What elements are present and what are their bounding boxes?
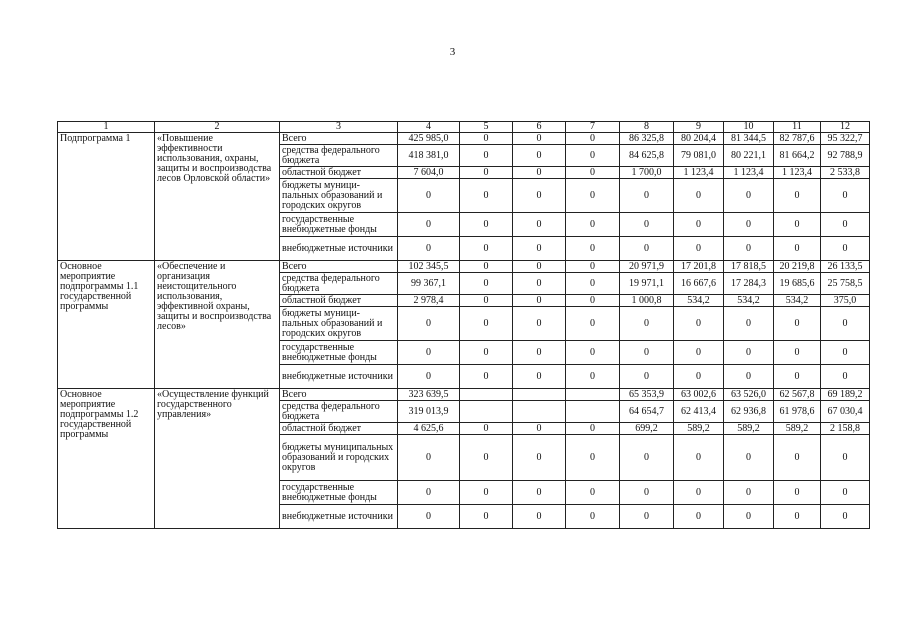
total-amount-cell: 323 639,5 [398, 389, 460, 401]
amount-cell: 0 [674, 365, 724, 389]
amount-cell [566, 389, 620, 401]
amount-cell: 0 [774, 307, 821, 341]
amount-cell: 0 [724, 341, 774, 365]
program-name-cell: Основное мероприятие подпрограммы 1.1 государственной программы [58, 261, 155, 389]
table-row [58, 261, 870, 273]
amount-cell: 1 123,4 [724, 167, 774, 179]
amount-cell: 0 [620, 505, 674, 529]
total-amount-cell: 425 985,0 [398, 133, 460, 145]
amount-cell: 65 353,9 [620, 389, 674, 401]
amount-cell: 0 [460, 261, 513, 273]
amount-cell: 0 [674, 435, 724, 481]
total-amount-cell: 4 625,6 [398, 423, 460, 435]
amount-cell [566, 401, 620, 423]
amount-cell: 0 [724, 237, 774, 261]
amount-cell: 0 [821, 341, 870, 365]
page-number: 3 [449, 46, 456, 58]
amount-cell: 62 936,8 [724, 401, 774, 423]
amount-cell: 69 189,2 [821, 389, 870, 401]
amount-cell: 0 [566, 423, 620, 435]
amount-cell: 67 030,4 [821, 401, 870, 423]
amount-cell: 0 [513, 145, 566, 167]
amount-cell: 0 [460, 133, 513, 145]
funding-source-cell: внебюджетные источники [280, 237, 398, 261]
funding-source-cell: внебюджетные источники [280, 365, 398, 389]
total-amount-cell: 102 345,5 [398, 261, 460, 273]
amount-cell: 534,2 [724, 295, 774, 307]
amount-cell: 0 [460, 435, 513, 481]
budget-table [57, 121, 870, 529]
table-row [58, 133, 870, 145]
amount-cell: 0 [460, 179, 513, 213]
amount-cell: 0 [620, 307, 674, 341]
amount-cell: 1 000,8 [620, 295, 674, 307]
amount-cell: 17 284,3 [724, 273, 774, 295]
amount-cell: 0 [566, 179, 620, 213]
amount-cell: 534,2 [674, 295, 724, 307]
funding-source-cell: государственные внебюджетные фонды [280, 341, 398, 365]
amount-cell: 0 [821, 307, 870, 341]
amount-cell: 81 664,2 [774, 145, 821, 167]
amount-cell: 0 [774, 505, 821, 529]
amount-cell: 0 [460, 145, 513, 167]
funding-source-cell: Всего [280, 261, 398, 273]
amount-cell: 0 [460, 423, 513, 435]
amount-cell: 0 [460, 307, 513, 341]
amount-cell: 0 [674, 213, 724, 237]
amount-cell: 86 325,8 [620, 133, 674, 145]
amount-cell: 0 [460, 237, 513, 261]
amount-cell: 0 [566, 145, 620, 167]
amount-cell [513, 389, 566, 401]
program-description-cell: «Обеспечение и организация неистощительного использования, эффективной охраны, защиты и воспроизводства лесов» [155, 261, 280, 389]
total-amount-cell: 0 [398, 213, 460, 237]
column-header: 8 [620, 122, 674, 133]
amount-cell: 16 667,6 [674, 273, 724, 295]
amount-cell: 0 [821, 179, 870, 213]
total-amount-cell: 0 [398, 307, 460, 341]
amount-cell: 20 219,8 [774, 261, 821, 273]
column-header: 11 [774, 122, 821, 133]
amount-cell: 0 [513, 423, 566, 435]
amount-cell: 0 [566, 273, 620, 295]
amount-cell: 0 [724, 307, 774, 341]
amount-cell: 0 [674, 179, 724, 213]
amount-cell: 17 818,5 [724, 261, 774, 273]
column-header: 4 [398, 122, 460, 133]
amount-cell: 0 [513, 167, 566, 179]
amount-cell: 0 [620, 237, 674, 261]
funding-source-cell: государственные внебюджетные фонды [280, 481, 398, 505]
amount-cell: 26 133,5 [821, 261, 870, 273]
amount-cell: 0 [566, 505, 620, 529]
amount-cell: 0 [674, 341, 724, 365]
total-amount-cell: 0 [398, 341, 460, 365]
amount-cell: 0 [566, 435, 620, 481]
column-header-row [58, 122, 870, 133]
amount-cell: 0 [821, 481, 870, 505]
amount-cell: 0 [821, 365, 870, 389]
amount-cell: 2 533,8 [821, 167, 870, 179]
amount-cell: 0 [821, 435, 870, 481]
funding-source-cell: Всего [280, 389, 398, 401]
amount-cell: 0 [774, 213, 821, 237]
funding-source-cell: Всего [280, 133, 398, 145]
program-description-cell: «Осуществление функций государственного управления» [155, 389, 280, 529]
amount-cell: 0 [566, 365, 620, 389]
funding-source-cell: бюджеты муници-пальных образований и городских округов [280, 307, 398, 341]
amount-cell: 0 [674, 237, 724, 261]
total-amount-cell: 99 367,1 [398, 273, 460, 295]
amount-cell: 61 978,6 [774, 401, 821, 423]
total-amount-cell: 7 604,0 [398, 167, 460, 179]
amount-cell: 0 [513, 213, 566, 237]
amount-cell: 2 158,8 [821, 423, 870, 435]
amount-cell: 0 [460, 505, 513, 529]
amount-cell: 0 [566, 133, 620, 145]
amount-cell: 0 [513, 133, 566, 145]
amount-cell [513, 401, 566, 423]
amount-cell: 375,0 [821, 295, 870, 307]
amount-cell: 0 [513, 273, 566, 295]
amount-cell: 0 [460, 341, 513, 365]
amount-cell: 19 971,1 [620, 273, 674, 295]
funding-source-cell: бюджеты муниципальных образований и городских округов [280, 435, 398, 481]
amount-cell: 80 204,4 [674, 133, 724, 145]
amount-cell: 0 [566, 341, 620, 365]
column-header: 10 [724, 122, 774, 133]
amount-cell [460, 389, 513, 401]
amount-cell: 0 [821, 213, 870, 237]
amount-cell: 0 [774, 341, 821, 365]
amount-cell: 589,2 [774, 423, 821, 435]
amount-cell: 0 [620, 213, 674, 237]
total-amount-cell: 0 [398, 365, 460, 389]
amount-cell: 0 [566, 167, 620, 179]
amount-cell: 0 [774, 435, 821, 481]
amount-cell: 0 [513, 481, 566, 505]
amount-cell: 62 413,4 [674, 401, 724, 423]
funding-source-cell: областной бюджет [280, 167, 398, 179]
funding-source-cell: областной бюджет [280, 295, 398, 307]
column-header: 12 [821, 122, 870, 133]
amount-cell: 81 344,5 [724, 133, 774, 145]
amount-cell: 534,2 [774, 295, 821, 307]
amount-cell: 0 [513, 365, 566, 389]
amount-cell: 0 [460, 295, 513, 307]
amount-cell: 0 [620, 179, 674, 213]
amount-cell: 0 [821, 237, 870, 261]
amount-cell: 1 123,4 [674, 167, 724, 179]
amount-cell: 63 526,0 [724, 389, 774, 401]
amount-cell: 17 201,8 [674, 261, 724, 273]
program-description-cell: «Повышение эффективности использования, охраны, защиты и воспроизводства лесов Орловской области» [155, 133, 280, 261]
amount-cell: 63 002,6 [674, 389, 724, 401]
column-header: 1 [58, 122, 155, 133]
amount-cell: 0 [774, 237, 821, 261]
amount-cell: 92 788,9 [821, 145, 870, 167]
funding-source-cell: бюджеты муници-пальных образований и городских округов [280, 179, 398, 213]
column-header: 2 [155, 122, 280, 133]
amount-cell: 0 [513, 237, 566, 261]
amount-cell: 0 [566, 307, 620, 341]
amount-cell: 62 567,8 [774, 389, 821, 401]
amount-cell: 0 [513, 295, 566, 307]
amount-cell: 1 700,0 [620, 167, 674, 179]
total-amount-cell: 0 [398, 505, 460, 529]
total-amount-cell: 0 [398, 237, 460, 261]
amount-cell: 0 [724, 481, 774, 505]
column-header: 7 [566, 122, 620, 133]
amount-cell: 0 [724, 505, 774, 529]
amount-cell: 0 [566, 261, 620, 273]
amount-cell: 589,2 [724, 423, 774, 435]
funding-source-cell: областной бюджет [280, 423, 398, 435]
amount-cell: 19 685,6 [774, 273, 821, 295]
funding-source-cell: государственные внебюджетные фонды [280, 213, 398, 237]
amount-cell: 0 [674, 307, 724, 341]
amount-cell: 0 [513, 261, 566, 273]
amount-cell: 0 [566, 237, 620, 261]
amount-cell: 0 [513, 341, 566, 365]
column-header: 6 [513, 122, 566, 133]
amount-cell: 0 [821, 505, 870, 529]
amount-cell: 0 [620, 365, 674, 389]
amount-cell: 0 [620, 341, 674, 365]
amount-cell: 0 [513, 435, 566, 481]
amount-cell: 1 123,4 [774, 167, 821, 179]
amount-cell: 0 [774, 481, 821, 505]
amount-cell: 0 [460, 481, 513, 505]
total-amount-cell: 319 013,9 [398, 401, 460, 423]
amount-cell: 82 787,6 [774, 133, 821, 145]
amount-cell: 0 [566, 213, 620, 237]
amount-cell: 0 [774, 365, 821, 389]
amount-cell: 0 [674, 481, 724, 505]
total-amount-cell: 0 [398, 179, 460, 213]
amount-cell: 79 081,0 [674, 145, 724, 167]
amount-cell: 0 [513, 307, 566, 341]
amount-cell: 0 [513, 179, 566, 213]
amount-cell: 0 [724, 365, 774, 389]
total-amount-cell: 418 381,0 [398, 145, 460, 167]
amount-cell: 0 [460, 273, 513, 295]
total-amount-cell: 2 978,4 [398, 295, 460, 307]
amount-cell: 0 [774, 179, 821, 213]
amount-cell: 0 [620, 435, 674, 481]
amount-cell: 0 [724, 213, 774, 237]
amount-cell: 0 [566, 295, 620, 307]
funding-source-cell: средства федерального бюджета [280, 401, 398, 423]
amount-cell: 0 [460, 365, 513, 389]
amount-cell: 80 221,1 [724, 145, 774, 167]
amount-cell: 0 [460, 167, 513, 179]
amount-cell: 0 [674, 505, 724, 529]
amount-cell: 84 625,8 [620, 145, 674, 167]
amount-cell: 0 [460, 213, 513, 237]
amount-cell: 0 [513, 505, 566, 529]
amount-cell: 95 322,7 [821, 133, 870, 145]
total-amount-cell: 0 [398, 481, 460, 505]
amount-cell: 64 654,7 [620, 401, 674, 423]
amount-cell: 699,2 [620, 423, 674, 435]
total-amount-cell: 0 [398, 435, 460, 481]
amount-cell: 589,2 [674, 423, 724, 435]
funding-source-cell: средства федерального бюджета [280, 273, 398, 295]
amount-cell: 0 [724, 179, 774, 213]
column-header: 3 [280, 122, 398, 133]
amount-cell: 25 758,5 [821, 273, 870, 295]
table-row [58, 389, 870, 401]
funding-source-cell: внебюджетные источники [280, 505, 398, 529]
amount-cell [460, 401, 513, 423]
column-header: 5 [460, 122, 513, 133]
amount-cell: 0 [566, 481, 620, 505]
program-name-cell: Подпрограмма 1 [58, 133, 155, 261]
column-header: 9 [674, 122, 724, 133]
amount-cell: 0 [620, 481, 674, 505]
amount-cell: 0 [724, 435, 774, 481]
amount-cell: 20 971,9 [620, 261, 674, 273]
funding-source-cell: средства федерального бюджета [280, 145, 398, 167]
program-name-cell: Основное мероприятие подпрограммы 1.2 государственной программы [58, 389, 155, 529]
